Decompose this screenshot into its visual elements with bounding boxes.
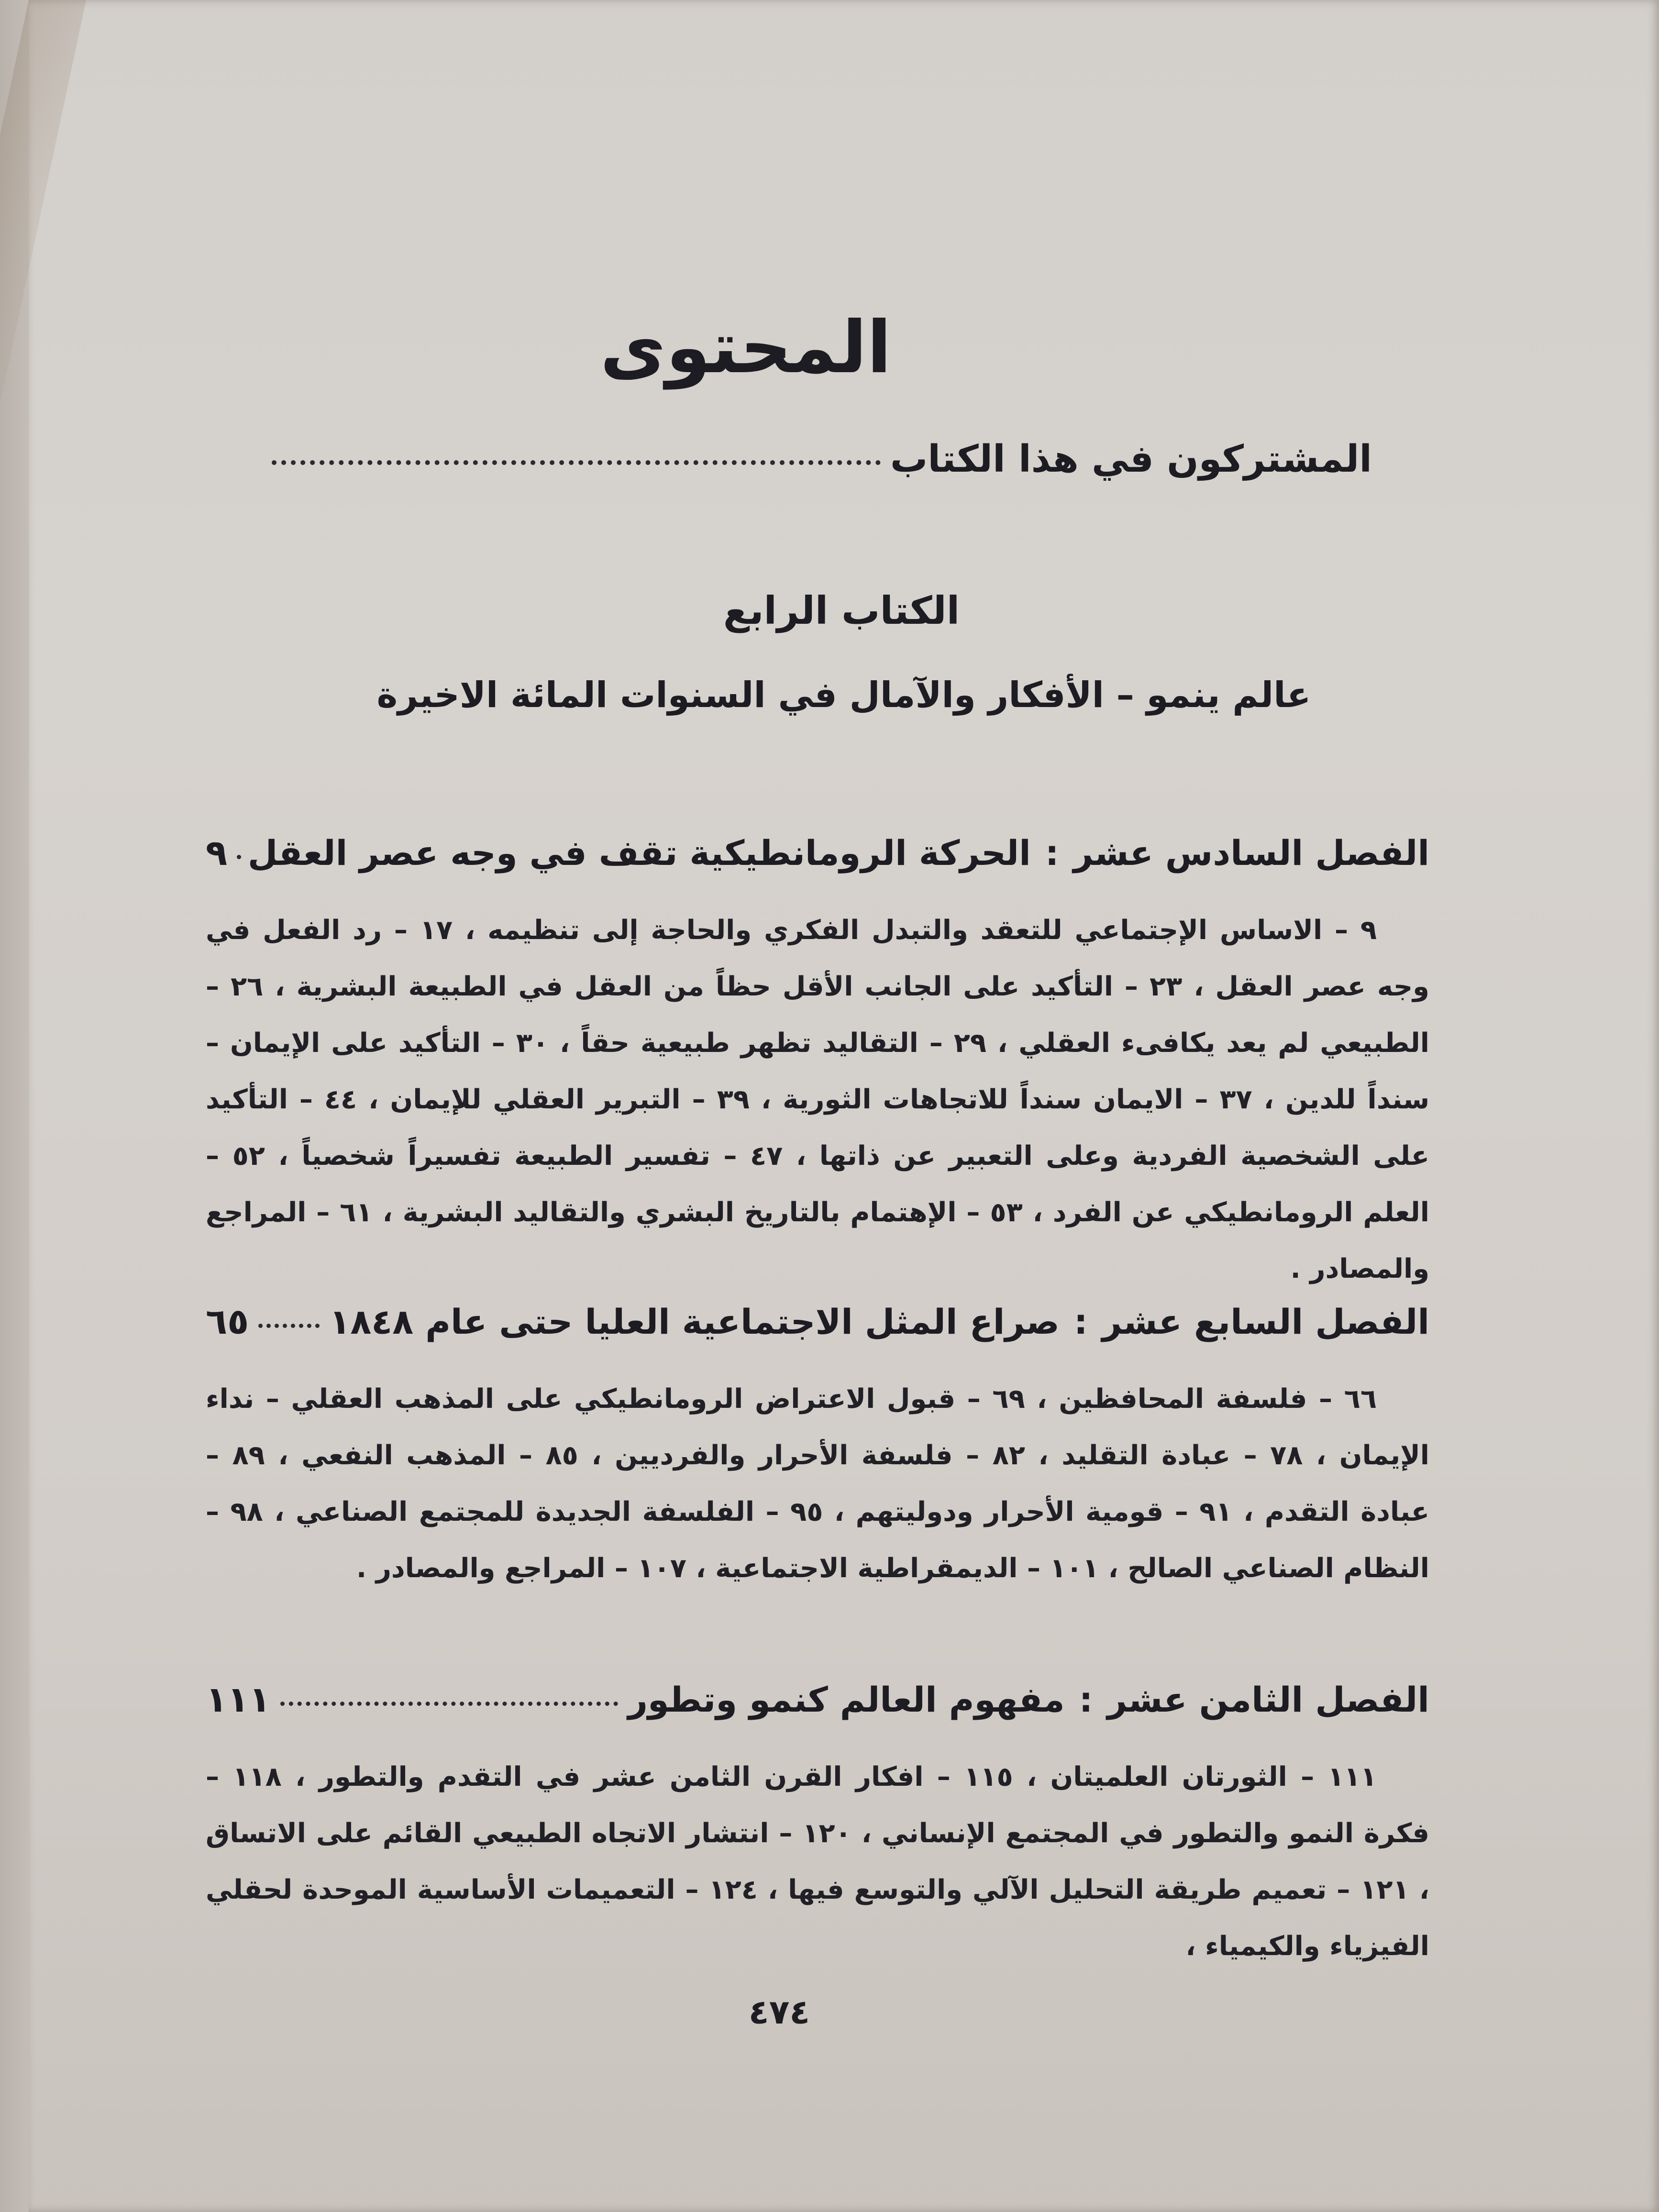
dot-leader xyxy=(272,460,881,465)
chapter-entry xyxy=(206,1301,1429,1597)
table-of-contents xyxy=(206,0,1429,2212)
book-subtitle: عالم ينمو – الأفكار والآمال في السنوات المائة الاخيرة xyxy=(376,675,1311,716)
chapter-heading xyxy=(206,832,1429,874)
chapter-separator: : xyxy=(1073,1302,1088,1342)
chapter-page-number: ١١١ xyxy=(206,1679,271,1720)
dot-leader xyxy=(237,855,238,859)
chapter-summary xyxy=(206,1371,1429,1597)
chapter-summary xyxy=(206,902,1429,1297)
chapter-number-label: الفصل الثامن عشر xyxy=(1107,1680,1429,1720)
chapter-summary xyxy=(206,1749,1429,1975)
chapter-title: الحركة الرومانطيكية تقف في وجه عصر العقل xyxy=(247,833,1031,873)
contributors-label: المشتركون في هذا الكتاب xyxy=(890,438,1372,481)
chapter-title: صراع المثل الاجتماعية العليا حتى عام ١٨٤٨ xyxy=(329,1302,1060,1342)
dot-leader xyxy=(258,1324,320,1328)
book-label: الكتاب الرابع xyxy=(723,588,960,633)
chapter-heading xyxy=(206,1679,1429,1720)
chapter-separator: : xyxy=(1045,833,1059,873)
contributors-entry xyxy=(272,438,1372,481)
chapter-summary-text: ٩ – الاساس الإجتماعي للتعقد والتبدل الفكري والحاجة إلى تنظيمه ، ١٧ – رد الفعل في وجه عصر العقل ، ٢٣ – التأكيد على الجانب الأقل حظاً من العقل في الطبيعة البشرية ، ٢٦ – الطبيعي لم يعد يكافىء العقلي ، ٢٩ – التقاليد تظهر طبيعية حقاً ، ٣٠ – التأكيد على الإيمان – سنداً للدين ، ٣٧ – الايمان سنداً للاتجاهات الثورية ، ٣٩ – التبرير العقلي للإيمان ، ٤٤ – التأكيد على الشخصية الفردية وعلى التعبير عن ذاتها ، ٤٧ – تفسير الطبيعة تفسيراً شخصياً ، ٥٢ – العلم الرومانطيكي عن الفرد ، ٥٣ – الإهتمام بالتاريخ البشري والتقاليد البشرية ، ٦١ – المراجع والمصادر . xyxy=(206,915,1430,1284)
chapter-heading xyxy=(206,1301,1429,1342)
chapter-summary-text: ١١١ – الثورتان العلميتان ، ١١٥ – افكار القرن الثامن عشر في التقدم والتطور ، ١١٨ – فكرة النمو والتطور في المجتمع الإنساني ، ١٢٠ – انتشار الاتجاه الطبيعي القائم على الاتساق ، ١٢١ – تعميم طريقة التحليل الآلي والتوسع فيها ، ١٢٤ – التعميمات الأساسية الموحدة لحقلي الفيزياء والكيمياء ، xyxy=(206,1761,1429,1962)
chapter-page-number: ٦٥ xyxy=(206,1301,249,1342)
chapter-number-label: الفصل السابع عشر xyxy=(1102,1302,1429,1342)
chapter-number-label: الفصل السادس عشر xyxy=(1073,833,1429,873)
page-title: المحتوى xyxy=(600,306,892,389)
dot-leader xyxy=(280,1702,619,1706)
chapter-entry xyxy=(206,1679,1429,1975)
chapter-entry xyxy=(206,832,1429,1297)
chapter-title: مفهوم العالم كنمو وتطور xyxy=(628,1680,1065,1720)
chapter-separator: : xyxy=(1079,1680,1093,1720)
chapter-page-number: ٩ xyxy=(206,832,228,874)
page-number: ٤٧٤ xyxy=(748,1992,810,2032)
chapter-summary-text: ٦٦ – فلسفة المحافظين ، ٦٩ – قبول الاعتراض الرومانطيكي على المذهب العقلي – نداء الإيمان ، ٧٨ – عبادة التقليد ، ٨٢ – فلسفة الأحرار والفرديين ، ٨٥ – المذهب النفعي ، ٨٩ – عبادة التقدم ، ٩١ – قومية الأحرار ودوليتهم ، ٩٥ – الفلسفة الجديدة للمجتمع الصناعي ، ٩٨ – النظام الصناعي الصالح ، ١٠١ – الديمقراطية الاجتماعية ، ١٠٧ – المراجع والمصادر . xyxy=(206,1383,1430,1584)
